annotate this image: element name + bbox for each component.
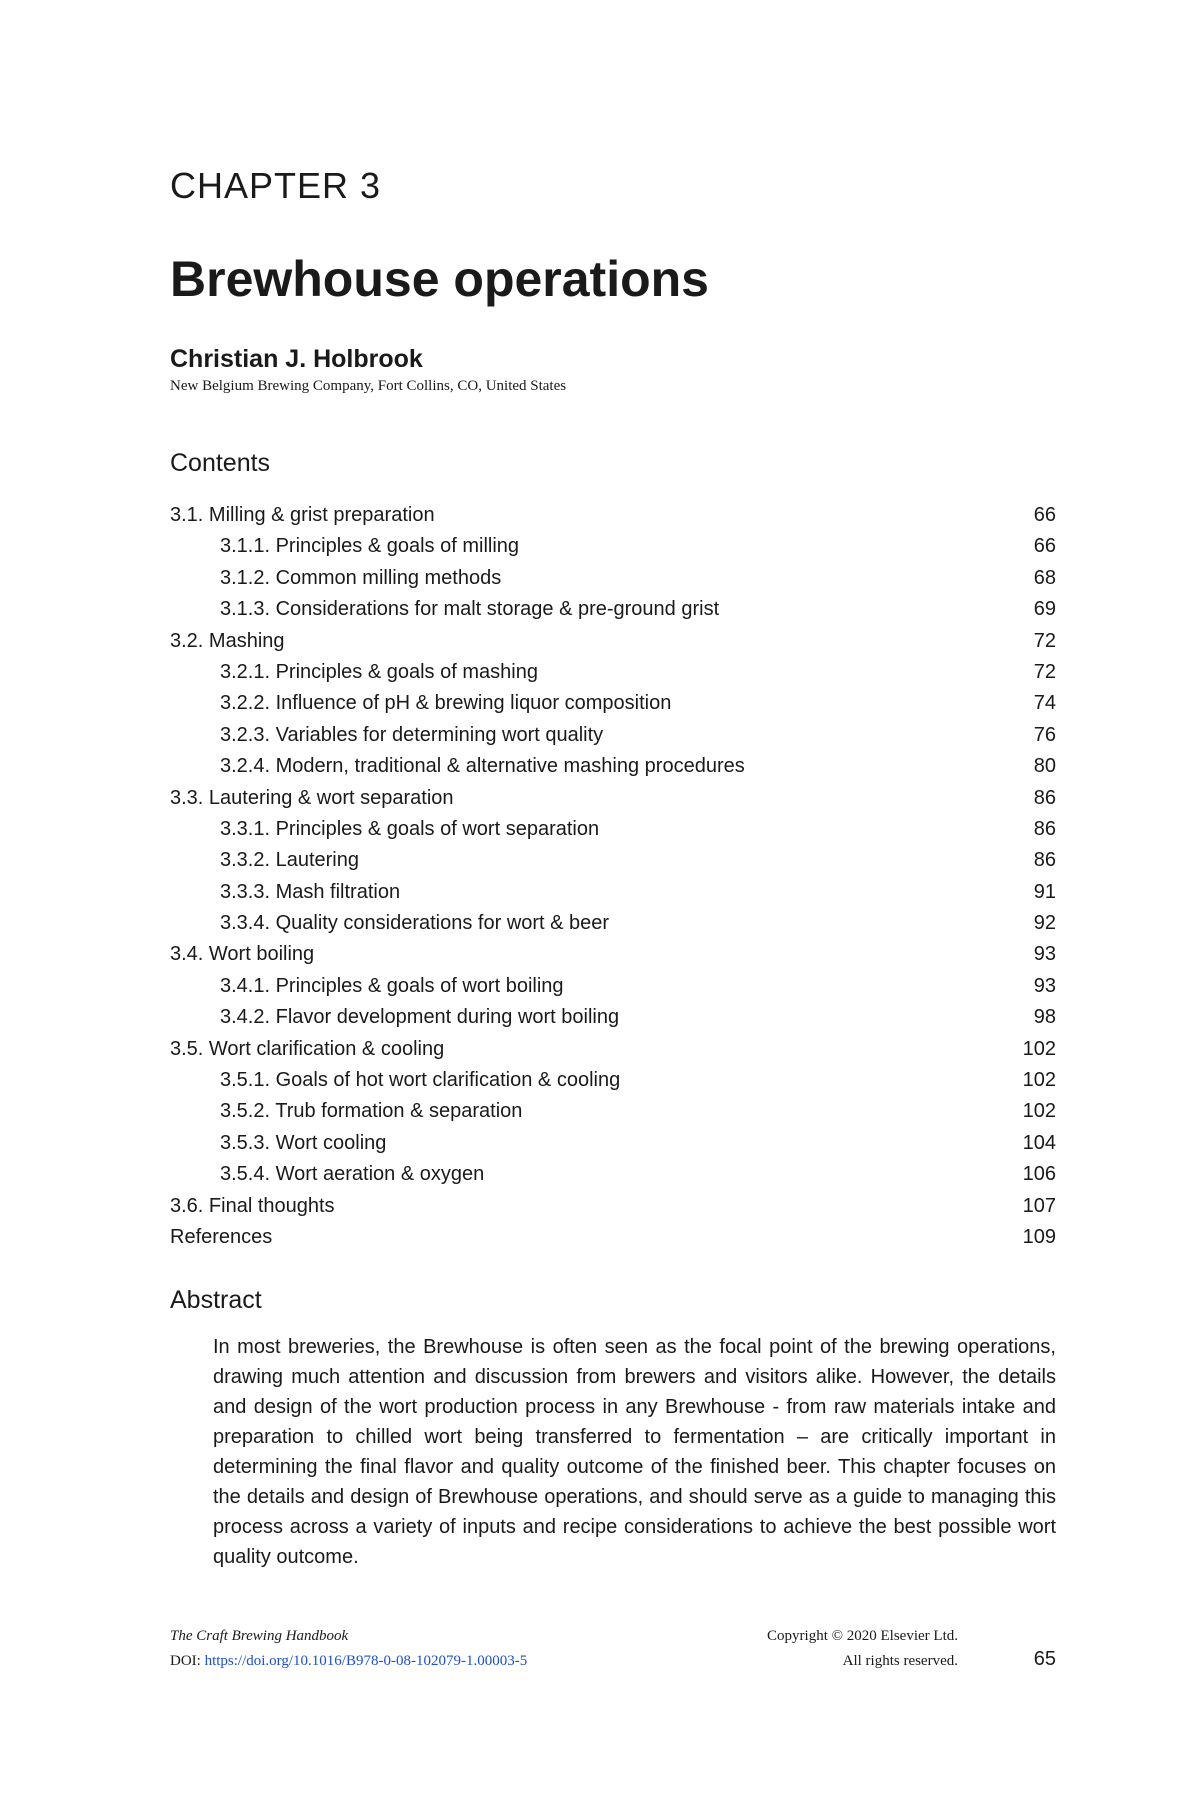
toc-entry-page: 86 [1033,786,1056,809]
toc-entry-title: References [170,1225,273,1248]
author-affiliation: New Belgium Brewing Company, Fort Collins, CO, United States [170,378,567,394]
table-of-contents [170,500,1056,1253]
toc-entry[interactable] [170,720,1056,751]
toc-entry[interactable] [170,688,1056,719]
toc-entry[interactable] [170,751,1056,782]
doi-label: DOI: [170,1653,201,1669]
toc-entry-title: 3.5.1. Goals of hot wort clarification & cooling [220,1069,621,1092]
footer-copyright: Copyright © 2020 Elsevier Ltd. [767,1628,958,1644]
toc-entry-page: 69 [1033,598,1056,621]
toc-entry[interactable] [170,971,1056,1002]
toc-entry-page: 72 [1033,660,1056,683]
toc-entry[interactable] [170,939,1056,970]
toc-entry[interactable] [170,845,1056,876]
toc-entry-title: 3.2.3. Variables for determining wort quality [220,723,604,746]
toc-entry[interactable] [170,783,1056,814]
contents-heading: Contents [170,449,271,477]
toc-entry-page: 92 [1033,912,1056,935]
toc-entry-page: 72 [1033,629,1056,652]
toc-entry[interactable] [170,1096,1056,1127]
footer-book-title: The Craft Brewing Handbook [170,1628,349,1644]
toc-entry-page: 76 [1033,723,1056,746]
toc-entry-page: 66 [1033,504,1056,526]
toc-entry-title: 3.6. Final thoughts [170,1194,335,1217]
author-name: Christian J. Holbrook [170,345,423,373]
toc-entry-title: 3.3.1. Principles & goals of wort separation [220,817,600,840]
toc-entry-title: 3.5.2. Trub formation & separation [220,1100,523,1123]
toc-entry-page: 102 [1022,1037,1056,1060]
abstract-text: In most breweries, the Brewhouse is often seen as the focal point of the brewing operations, drawing much attention and discussion from brewers and visitors alike. However, the details and design of the wort production process in any Brewhouse - from raw materials intake and preparation to chilled wort being transferred to fermentation – are critically important in determining the final flavor and quality outcome of the finished beer. This chapter focuses on the details and design of Brewhouse operations, and should serve as a guide to managing this process across a variety of inputs and recipe considerations to achieve the best possible wort quality outcome. [213,1336,1056,1568]
toc-entry[interactable] [170,500,1056,531]
toc-entry-title: 3.3.2. Lautering [220,849,359,872]
toc-entry-page: 109 [1022,1225,1056,1248]
toc-entry[interactable] [170,908,1056,939]
toc-entry[interactable] [170,657,1056,688]
toc-entry-title: 3.2.4. Modern, traditional & alternative mashing procedures [220,755,745,778]
toc-entry-page: 102 [1022,1069,1056,1092]
toc-entry-title: 3.2.1. Principles & goals of mashing [220,660,538,683]
toc-entry[interactable] [170,1002,1056,1033]
toc-entry-page: 93 [1033,943,1056,966]
abstract-heading: Abstract [170,1286,262,1314]
toc-entry[interactable] [170,1159,1056,1190]
toc-entry-page: 80 [1033,755,1056,778]
toc-entry-title: 3.3.4. Quality considerations for wort & beer [220,912,610,935]
toc-entry-page: 66 [1033,535,1056,558]
toc-entry-page: 93 [1033,974,1056,997]
toc-entry-title: 3.3.3. Mash filtration [220,880,401,903]
toc-entry-title: 3.1.1. Principles & goals of milling [220,535,520,558]
toc-entry-title: 3.4. Wort boiling [170,943,315,966]
toc-entry[interactable] [170,531,1056,562]
toc-entry[interactable] [170,594,1056,625]
toc-entry-page: 98 [1033,1006,1056,1029]
toc-entry[interactable] [170,814,1056,845]
page-number: 65 [1033,1648,1056,1670]
toc-entry-title: 3.2. Mashing [170,629,285,652]
toc-entry-page: 104 [1022,1131,1056,1154]
footer-doi [170,1653,527,1670]
toc-entry[interactable] [170,1065,1056,1096]
toc-entry-page: 86 [1033,817,1056,840]
toc-entry-page: 107 [1022,1194,1056,1217]
toc-entry-title: 3.1.3. Considerations for malt storage & pre-ground grist [220,598,720,621]
toc-entry-title: 3.4.1. Principles & goals of wort boiling [220,974,564,997]
doi-link[interactable]: https://doi.org/10.1016/B978-0-08-102079-1.00003-5 [204,1653,528,1669]
toc-entry-title: 3.5.3. Wort cooling [220,1131,387,1154]
chapter-title: Brewhouse operations [170,251,709,307]
toc-entry-page: 91 [1033,880,1056,903]
footer-rights: All rights reserved. [842,1653,958,1669]
toc-entry-page: 86 [1033,849,1056,872]
toc-entry-title: 3.1. Milling & grist preparation [170,504,435,526]
toc-entry[interactable] [170,1034,1056,1065]
chapter-label: CHAPTER 3 [170,165,382,206]
toc-entry[interactable] [170,1191,1056,1222]
toc-entry[interactable] [170,563,1056,594]
toc-entry-page: 106 [1022,1163,1056,1186]
toc-entry-page: 68 [1033,566,1056,589]
toc-entry-title: 3.4.2. Flavor development during wort boiling [220,1006,620,1029]
toc-entry-page: 74 [1033,692,1056,715]
toc-entry[interactable] [170,877,1056,908]
toc-entry-title: 3.1.2. Common milling methods [220,566,502,589]
toc-entry-title: 3.5. Wort clarification & cooling [170,1037,445,1060]
toc-entry-page: 102 [1022,1100,1056,1123]
toc-entry-title: 3.3. Lautering & wort separation [170,786,454,809]
toc-entry-title: 3.2.2. Influence of pH & brewing liquor composition [220,692,672,715]
toc-entry-title: 3.5.4. Wort aeration & oxygen [220,1163,485,1186]
toc-entry[interactable] [170,626,1056,657]
toc-entry[interactable] [170,1222,1056,1253]
toc-entry[interactable] [170,1128,1056,1159]
